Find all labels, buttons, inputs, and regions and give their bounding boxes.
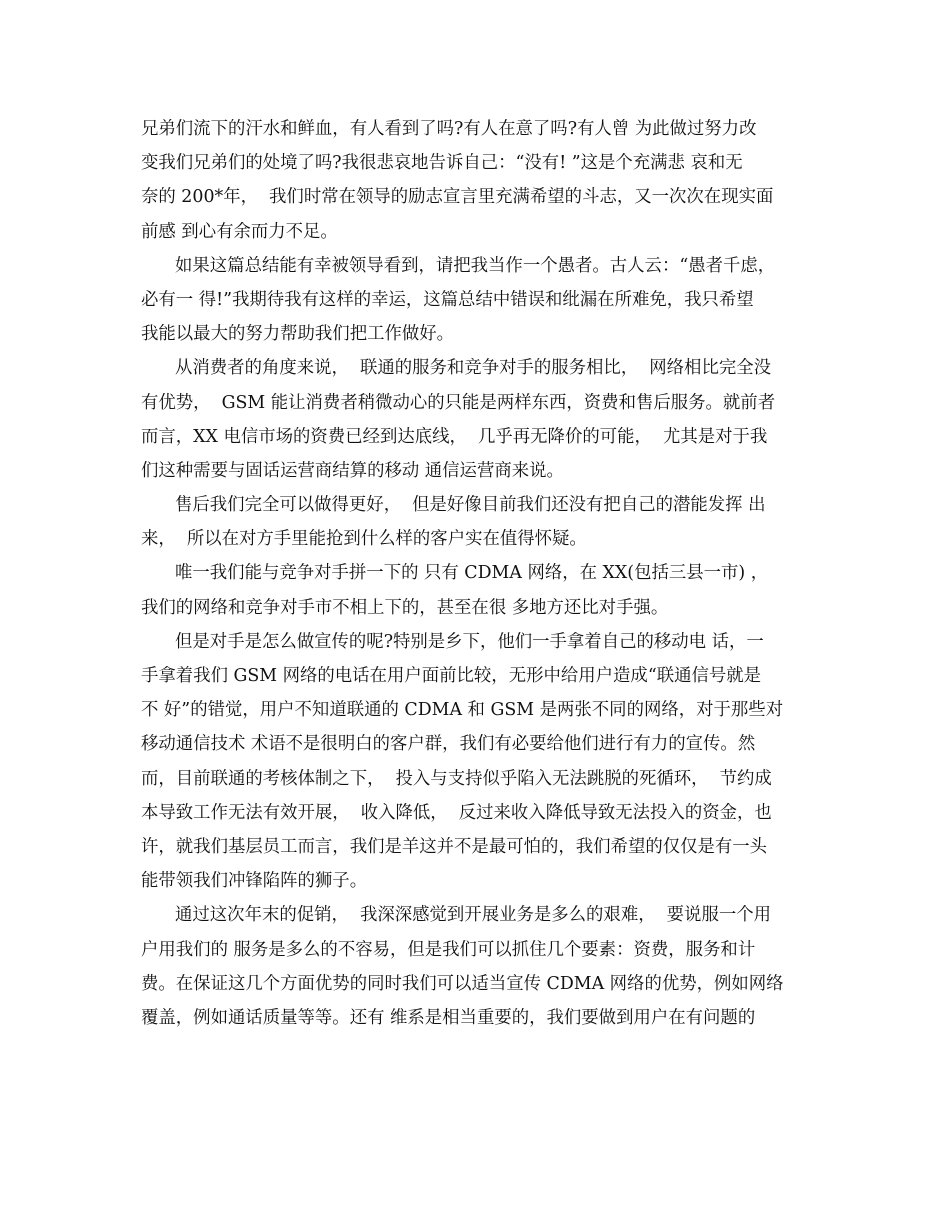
text-line: 必有一 得!”我期待我有这样的幸运，这篇总结中错误和纰漏在所难免，我只希望 bbox=[141, 289, 754, 310]
text-line: 我们的网络和竞争对手市不相上下的，甚至在很 多地方还比对手强。 bbox=[141, 597, 669, 618]
text-line: 兄弟们流下的汗水和鲜血，有人看到了吗?有人在意了吗?有人曾 为此做过努力改 bbox=[141, 119, 757, 139]
text-line: 变我们兄弟们的处境了吗?我很悲哀地告诉自己：“没有! ”这是个充满悲 哀和无 bbox=[141, 153, 743, 174]
text-line: 许，就我们基层员工而言，我们是羊这并不是最可怕的，我们希望的仅仅是有一头 bbox=[141, 836, 768, 857]
text-line: 通过这次年末的促销， 我深深感觉到开展业务是多么的艰难， 要说服一个用 bbox=[175, 905, 772, 926]
text-line: 奈的 200*年， 我们时常在领导的励志宣言里充满希望的斗志，又一次次在现实面 bbox=[141, 187, 774, 208]
text-line: 如果这篇总结能有幸被领导看到，请把我当作一个愚者。古人云：“愚者千虑， bbox=[175, 255, 776, 276]
paragraph-4 bbox=[141, 488, 821, 556]
text-line: 从消费者的角度来说， 联通的服务和竞争对手的服务相比， 网络相比完全没 bbox=[175, 358, 772, 379]
text-line: 售后我们完全可以做得更好， 但是好像目前我们还没有把自己的潜能发挥 出 bbox=[175, 495, 766, 516]
paragraph-1 bbox=[141, 112, 821, 249]
text-line: 手拿着我们 GSM 网络的电话在用户面前比较，无形中给用户造成“联通信号就是 bbox=[141, 666, 762, 686]
text-line: 前感 到心有余而力不足。 bbox=[141, 221, 338, 242]
paragraph-3 bbox=[141, 351, 821, 488]
paragraph-6 bbox=[141, 625, 821, 899]
document-body bbox=[141, 112, 821, 1035]
text-line: 不 好”的错觉，用户不知道联通的 CDMA 和 GSM 是两张不同的网络，对于那些对 bbox=[141, 700, 784, 721]
paragraph-2 bbox=[141, 249, 821, 352]
text-line: 费。在保证这几个方面优势的同时我们可以适当宣传 CDMA 网络的优势，例如网络 bbox=[141, 973, 784, 994]
paragraph-7 bbox=[141, 898, 821, 1035]
text-line: 来， 所以在对方手里能抢到什么样的客户实在值得怀疑。 bbox=[141, 529, 587, 550]
paragraph-5 bbox=[141, 556, 821, 624]
text-line: 我能以最大的努力帮助我们把工作做好。 bbox=[141, 324, 455, 345]
text-line: 唯一我们能与竞争对手拼一下的 只有 CDMA 网络，在 XX(包括三县一市) ， bbox=[175, 563, 769, 584]
text-line: 们这种需要与固话运营商结算的移动 通信运营商来说。 bbox=[141, 460, 564, 481]
text-line: 而言，XX 电信市场的资费已经到达底线， 几乎再无降价的可能， 尤其是对于我 bbox=[141, 426, 768, 447]
text-line: 移动通信技术 术语不是很明白的客户群，我们有必要给他们进行有力的宣传。然 bbox=[141, 734, 756, 755]
text-line: 本导致工作无法有效开展， 收入降低， 反过来收入降低导致无法投入的资金，也 bbox=[141, 802, 772, 823]
text-line: 但是对手是怎么做宣传的呢?特别是乡下，他们一手拿着自己的移动电 话，一 bbox=[175, 631, 764, 652]
text-line: 能带领我们冲锋陷阵的狮子。 bbox=[141, 871, 368, 892]
text-line: 而，目前联通的考核体制之下， 投入与支持似乎陷入无法跳脱的死循环， 节约成 bbox=[141, 768, 772, 789]
text-line: 有优势， GSM 能让消费者稍微动心的只能是两样东西，资费和售后服务。就前者 bbox=[141, 392, 776, 413]
text-line: 覆盖，例如通话质量等等。还有 维系是相当重要的，我们要做到用户在有问题的 bbox=[141, 1007, 756, 1028]
text-line: 户用我们的 服务是多么的不容易，但是我们可以抓住几个要素：资费，服务和计 bbox=[141, 939, 756, 960]
